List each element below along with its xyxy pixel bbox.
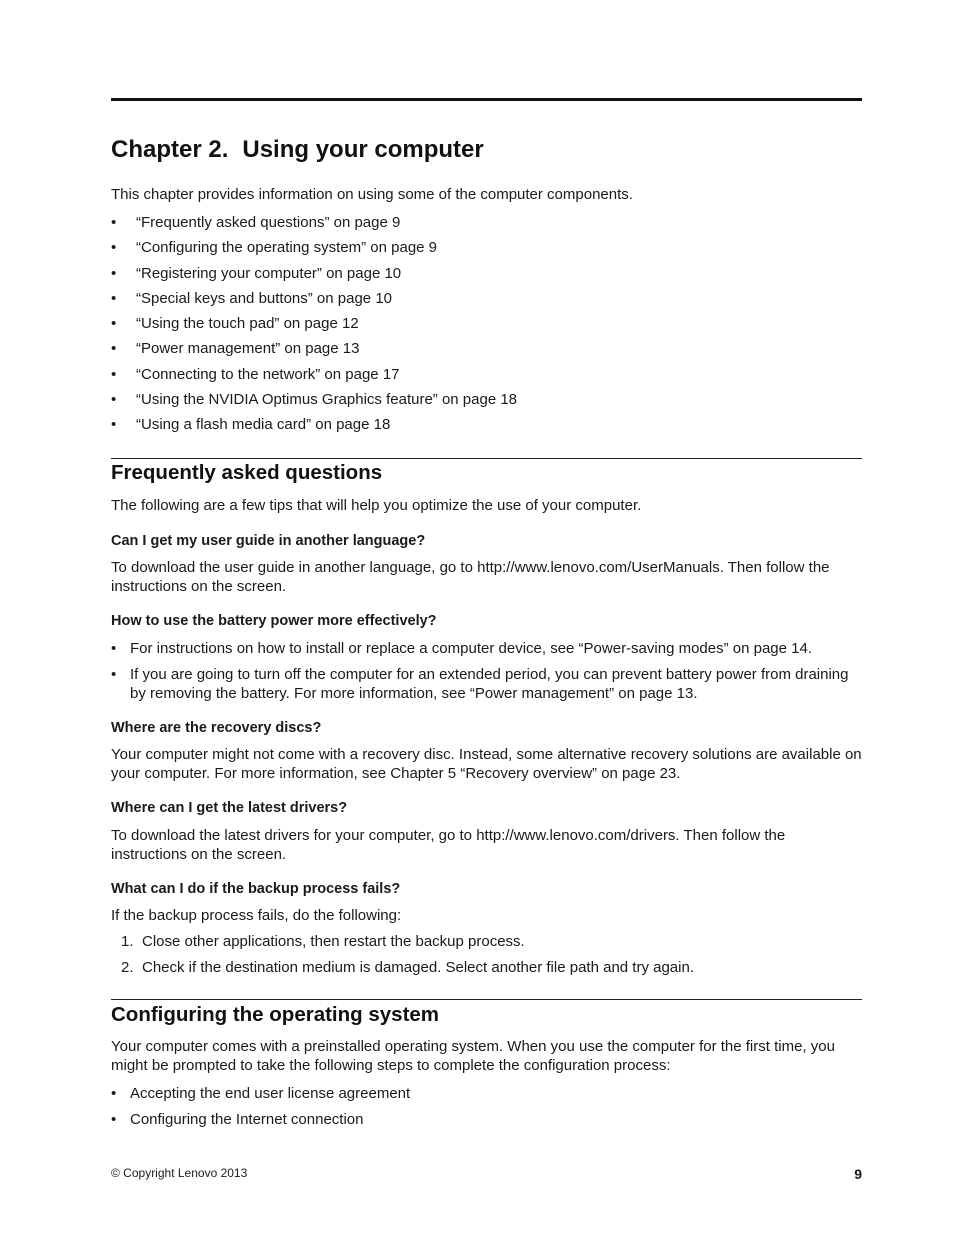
faq-question-backup: What can I do if the backup process fails? [111, 881, 401, 897]
bullet: • [111, 365, 117, 383]
step-number: 1. [121, 933, 134, 950]
toc-item-label: “Special keys and buttons” on page 10 [136, 289, 393, 307]
toc-item[interactable] [111, 213, 517, 232]
bullet: • [111, 340, 117, 358]
toc-item[interactable] [111, 365, 517, 384]
chapter-toc-list [111, 213, 517, 441]
bullet: • [111, 640, 117, 657]
step-text: Check if the destination medium is damaged. Select another file path and try again. [142, 958, 694, 976]
faq-intro: The following are a few tips that will help you optimize the use of your computer. [111, 497, 642, 514]
toc-item-label: “Using a flash media card” on page 18 [136, 416, 391, 434]
toc-item-label: “Power management” on page 13 [136, 340, 360, 358]
section-rule [111, 999, 862, 1000]
toc-item-label: “Registering your computer” on page 10 [136, 264, 402, 282]
bullet: • [111, 264, 117, 282]
faq-question-recovery: Where are the recovery discs? [111, 720, 322, 736]
config-section-title: Configuring the operating system [111, 1003, 440, 1026]
toc-item[interactable] [111, 314, 517, 333]
bullet: • [111, 1110, 117, 1128]
toc-item[interactable] [111, 339, 517, 358]
faq-question-language: Can I get my user guide in another language? [111, 533, 426, 549]
toc-item-label: “Using the touch pad” on page 12 [136, 315, 359, 333]
config-body: Your computer comes with a preinstalled operating system. When you use the computer for the first time, you might be prompted to take the following steps to complete the configuration process: [111, 1038, 835, 1074]
bullet: • [111, 665, 117, 683]
bullet: • [111, 1085, 117, 1102]
list-item-text: Accepting the end user license agreement [130, 1085, 411, 1102]
list-item [121, 958, 694, 977]
chapter-intro: This chapter provides information on using some of the computer components. [111, 186, 633, 203]
faq-question-battery: How to use the battery power more effectively? [111, 613, 437, 629]
list-item [121, 932, 694, 951]
bullet: • [111, 416, 117, 434]
config-steps-list [111, 1084, 862, 1135]
bullet: • [111, 315, 117, 333]
list-item [111, 1084, 862, 1103]
page-number: 9 [854, 1166, 862, 1182]
chapter-top-rule [111, 98, 862, 101]
document-page [111, 0, 862, 1235]
bullet: • [111, 214, 117, 231]
toc-item-label: “Using the NVIDIA Optimus Graphics feature” on page 18 [136, 391, 518, 409]
toc-item[interactable] [111, 289, 517, 308]
faq-battery-list [111, 639, 862, 709]
faq-answer-drivers: To download the latest drivers for your computer, go to http://www.lenovo.com/drivers. Then follow the instructions on the screen. [111, 827, 786, 863]
toc-item-label: “Connecting to the network” on page 17 [136, 365, 400, 383]
faq-answer-language: To download the user guide in another language, go to http://www.lenovo.com/UserManuals. Then follow the instructions on the screen. [111, 559, 830, 595]
toc-item[interactable] [111, 390, 517, 409]
faq-answer-backup: If the backup process fails, do the following: [111, 907, 402, 924]
chapter-number: Chapter 2. [111, 136, 229, 163]
list-item-text: Configuring the Internet connection [130, 1110, 364, 1128]
list-item [111, 639, 862, 658]
list-item-text: For instructions on how to install or replace a computer device, see “Power-saving modes” on page 14. [130, 640, 813, 657]
step-text: Close other applications, then restart the backup process. [142, 933, 525, 950]
bullet: • [111, 391, 117, 409]
footer-copyright: © Copyright Lenovo 2013 [111, 1166, 248, 1180]
chapter-name: Using your computer [242, 136, 484, 163]
list-item [111, 1110, 862, 1129]
toc-item[interactable] [111, 415, 517, 434]
list-item-text: If you are going to turn off the computer for an extended period, you can prevent battery power from draining by removing the battery. For more information, see “Power management” on page 13. [130, 665, 849, 702]
chapter-title [111, 135, 484, 165]
section-rule [111, 458, 862, 459]
toc-item[interactable] [111, 238, 517, 257]
toc-item[interactable] [111, 264, 517, 283]
toc-item-label: “Configuring the operating system” on page 9 [136, 239, 438, 257]
faq-answer-recovery: Your computer might not come with a recovery disc. Instead, some alternative recovery solutions are available on your computer. For more information, see Chapter 5 “Recovery overview” on page 23. [111, 746, 862, 782]
faq-question-drivers: Where can I get the latest drivers? [111, 800, 348, 816]
faq-section-title: Frequently asked questions [111, 461, 383, 484]
bullet: • [111, 289, 117, 307]
toc-item-label: “Frequently asked questions” on page 9 [136, 214, 401, 231]
list-item [111, 665, 862, 703]
bullet: • [111, 239, 117, 257]
faq-backup-steps [121, 932, 694, 983]
step-number: 2. [121, 958, 134, 976]
